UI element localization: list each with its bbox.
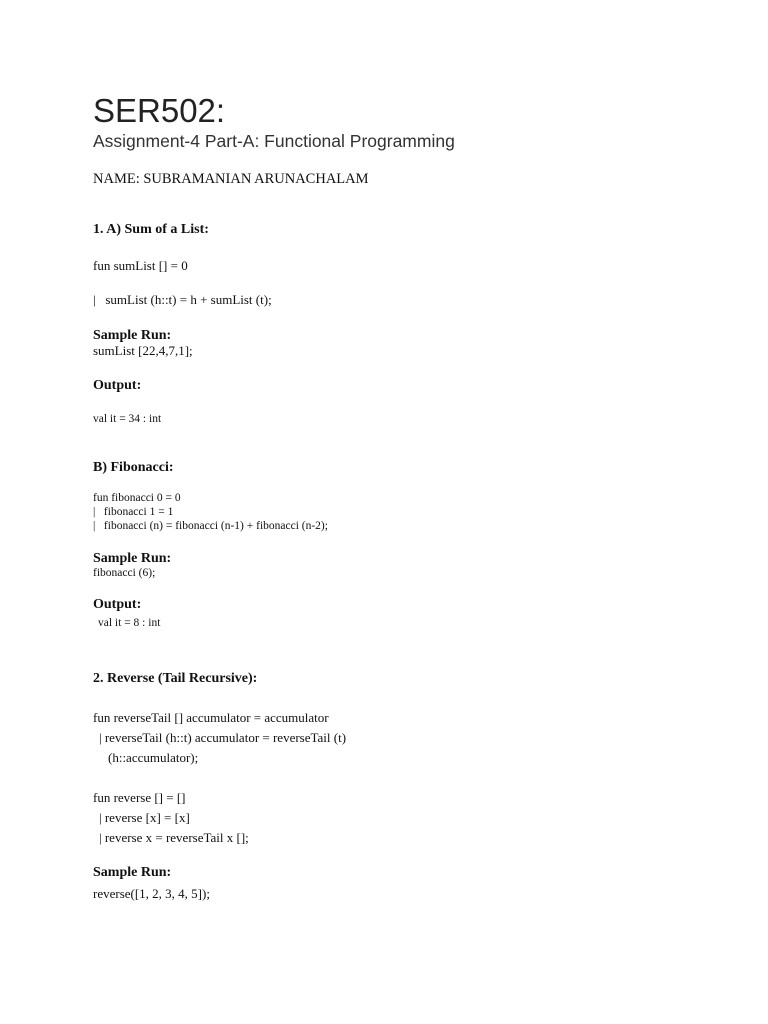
fibonacci-sample-code: fibonacci (6);	[93, 567, 156, 579]
document-title: SER502:	[93, 92, 226, 129]
section-sum-heading: 1. A) Sum of a List:	[93, 222, 209, 237]
fibonacci-code-line: fun fibonacci 0 = 0	[93, 492, 181, 504]
sum-code-line: fun sumList [] = 0	[93, 258, 188, 273]
section-fibonacci-heading: B) Fibonacci:	[93, 460, 174, 475]
reverse-code-line: | reverse x = reverseTail x [];	[99, 830, 249, 845]
reverse-tail-code-line: | reverseTail (h::t) accumulator = reverseTail (t)	[99, 730, 347, 745]
fibonacci-code-line: | fibonacci (n) = fibonacci (n-1) + fibonacci (n-2);	[93, 520, 328, 532]
reverse-code-line: fun reverse [] = []	[93, 790, 186, 805]
sum-code-line: | sumList (h::t) = h + sumList (t);	[93, 292, 272, 307]
section-reverse-heading: 2. Reverse (Tail Recursive):	[93, 671, 258, 686]
sum-output-label: Output:	[93, 378, 142, 393]
fibonacci-output-label: Output:	[93, 597, 142, 612]
document-subtitle: Assignment-4 Part-A: Functional Programming	[93, 131, 455, 151]
reverse-sample-label: Sample Run:	[93, 865, 172, 880]
reverse-code-line: | reverse [x] = [x]	[99, 810, 190, 825]
sum-output-value: val it = 34 : int	[93, 413, 162, 425]
reverse-tail-code-line: fun reverseTail [] accumulator = accumulator	[93, 710, 329, 725]
student-name: NAME: SUBRAMANIAN ARUNACHALAM	[93, 171, 369, 187]
fibonacci-sample-label: Sample Run:	[93, 551, 172, 566]
reverse-sample-code: reverse([1, 2, 3, 4, 5]);	[93, 886, 210, 901]
reverse-tail-code-line: (h::accumulator);	[108, 750, 199, 765]
sum-sample-code: sumList [22,4,7,1];	[93, 343, 193, 358]
fibonacci-output-value: val it = 8 : int	[98, 617, 161, 629]
sum-sample-label: Sample Run:	[93, 328, 172, 343]
fibonacci-code-line: | fibonacci 1 = 1	[93, 506, 174, 518]
